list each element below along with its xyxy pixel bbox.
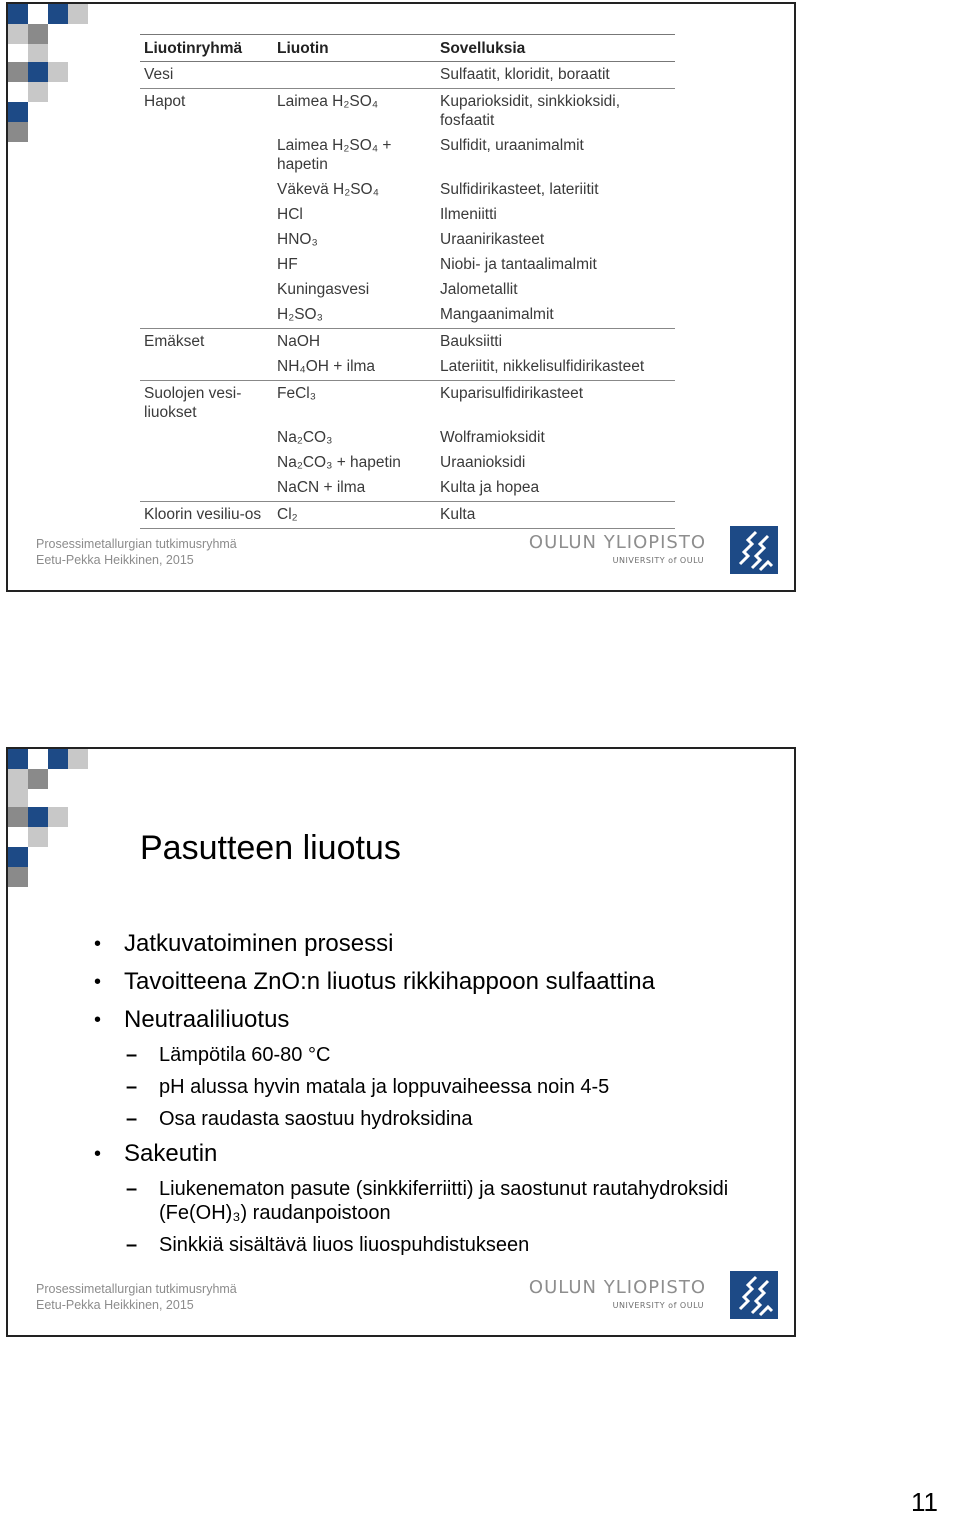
- logo-subtitle: UNIVERSITY of OULU: [612, 1301, 704, 1310]
- table-row: [140, 252, 675, 277]
- university-logo: [528, 1271, 778, 1319]
- cell-application: Kuparioksidit, sinkkioksidi, fosfaatit: [440, 93, 621, 129]
- cell-solvent: Väkevä H₂SO₄: [277, 181, 379, 198]
- bullet-item: • Jatkuvatoiminen prosessi: [92, 929, 772, 959]
- cell-solvent: [273, 62, 436, 89]
- bullet-item: • Neutraaliliuotus: [92, 1005, 772, 1035]
- logo-subtitle: UNIVERSITY of OULU: [612, 556, 704, 565]
- cell-solvent: NaOH: [277, 333, 321, 350]
- footer-author: Eetu-Pekka Heikkinen, 2015: [36, 553, 194, 567]
- cell-group: [140, 425, 273, 450]
- cell-solvent: NH₄OH + ilma: [273, 354, 436, 381]
- cell-application: Kulta ja hopea: [436, 475, 675, 502]
- sub-bullet-item: – pH alussa hyvin matala ja loppuvaiheessa noin 4-5: [92, 1075, 772, 1099]
- cell-solvent: HF: [277, 256, 298, 273]
- cell-group: Suolojen vesi-liuokset: [144, 385, 242, 421]
- cell-group: [140, 450, 273, 475]
- page-number: 11: [911, 1487, 938, 1517]
- header-solvent: Liuotin: [273, 35, 436, 62]
- corner-decoration: [8, 4, 98, 144]
- slide-footer: [36, 536, 237, 568]
- solvent-table: [140, 34, 675, 529]
- cell-application: Uraanirikasteet: [440, 231, 545, 248]
- cell-group: [140, 227, 273, 252]
- cell-group: Vesi: [140, 62, 273, 89]
- table-row: [140, 329, 675, 355]
- table-row: [140, 227, 675, 252]
- cell-solvent: Kuningasvesi: [277, 281, 370, 298]
- table-header-row: [140, 35, 675, 62]
- table-row: [140, 177, 675, 202]
- cell-group: [140, 177, 273, 202]
- corner-decoration: [8, 749, 98, 889]
- cell-solvent: Na₂CO₃ + hapetin: [277, 454, 401, 471]
- cell-group: [140, 252, 273, 277]
- table-row: [140, 89, 675, 134]
- table-row: [140, 202, 675, 227]
- cell-application: Bauksiitti: [440, 333, 503, 350]
- logo-emblem-icon: [730, 1271, 778, 1319]
- slide-title: Pasutteen liuotus: [140, 829, 401, 867]
- cell-solvent: Cl₂: [273, 502, 436, 529]
- table-row: [140, 302, 675, 329]
- table-row: [140, 133, 675, 177]
- bullet-list: [92, 929, 772, 1265]
- table-row: [140, 425, 675, 450]
- sub-bullet-item: – Lämpötila 60-80 °C: [92, 1043, 772, 1067]
- logo-emblem-icon: [730, 526, 778, 574]
- footer-author: Eetu-Pekka Heikkinen, 2015: [36, 1298, 194, 1312]
- table-row: [140, 62, 675, 89]
- cell-application: Jalometallit: [440, 281, 518, 298]
- cell-solvent: Laimea H₂SO₄ + hapetin: [277, 137, 392, 173]
- bullet-item: • Sakeutin: [92, 1139, 772, 1169]
- cell-application: Mangaanimalmit: [436, 302, 675, 329]
- table-row: [140, 381, 675, 426]
- footer-group-name: Prosessimetallurgian tutkimusryhmä: [36, 537, 237, 551]
- cell-solvent: HNO₃: [277, 231, 318, 248]
- cell-application: Sulfidit, uraanimalmit: [440, 137, 584, 154]
- logo-name: OULUN YLIOPISTO: [528, 532, 706, 553]
- slide-footer: [36, 1281, 237, 1313]
- cell-solvent: HCl: [277, 206, 303, 223]
- cell-group: Hapot: [144, 93, 186, 110]
- cell-application: Kuparisulfidirikasteet: [440, 385, 584, 402]
- slide-2: [6, 747, 796, 1337]
- cell-application: Ilmeniitti: [440, 206, 497, 223]
- cell-solvent: FeCl₃: [277, 385, 317, 402]
- header-group: Liuotinryhmä: [140, 35, 273, 62]
- cell-solvent: Na₂CO₃: [277, 429, 333, 446]
- cell-application: Niobi- ja tantaalimalmit: [440, 256, 597, 273]
- university-logo: [528, 526, 778, 574]
- bullet-item: • Tavoitteena ZnO:n liuotus rikkihappoon sulfaattina: [92, 967, 772, 997]
- sub-bullet-item: – Sinkkiä sisältävä liuos liuospuhdistukseen: [92, 1233, 772, 1257]
- table-row: [140, 502, 675, 529]
- cell-application: Lateriitit, nikkelisulfidirikasteet: [436, 354, 675, 381]
- cell-group: Kloorin vesiliu-os: [140, 502, 273, 529]
- cell-group: Emäkset: [144, 333, 205, 350]
- cell-application: Uraanioksidi: [440, 454, 526, 471]
- table-row: [140, 450, 675, 475]
- cell-solvent: Laimea H₂SO₄: [277, 93, 379, 110]
- cell-solvent: NaCN + ilma: [273, 475, 436, 502]
- cell-group: [140, 133, 273, 177]
- cell-group: [140, 302, 273, 329]
- table-row: [140, 277, 675, 302]
- cell-application: Sulfidirikasteet, lateriitit: [440, 181, 599, 198]
- cell-solvent: H₂SO₃: [273, 302, 436, 329]
- table-row: [140, 475, 675, 502]
- cell-application: Sulfaatit, kloridit, boraatit: [436, 62, 675, 89]
- header-application: Sovelluksia: [436, 35, 675, 62]
- cell-group: [140, 475, 273, 502]
- cell-application: Wolframioksidit: [440, 429, 545, 446]
- sub-bullet-item: – Liukenematon pasute (sinkkiferriitti) ja saostunut rautahydroksidi (Fe(OH)₃) raudanpoistoon: [92, 1177, 772, 1225]
- cell-group: [140, 202, 273, 227]
- slide-1: [6, 2, 796, 592]
- cell-group: [140, 277, 273, 302]
- logo-name: OULUN YLIOPISTO: [528, 1277, 706, 1298]
- sub-bullet-item: – Osa raudasta saostuu hydroksidina: [92, 1107, 772, 1131]
- footer-group-name: Prosessimetallurgian tutkimusryhmä: [36, 1282, 237, 1296]
- cell-group: [140, 354, 273, 381]
- cell-application: Kulta: [436, 502, 675, 529]
- table-row: [140, 354, 675, 381]
